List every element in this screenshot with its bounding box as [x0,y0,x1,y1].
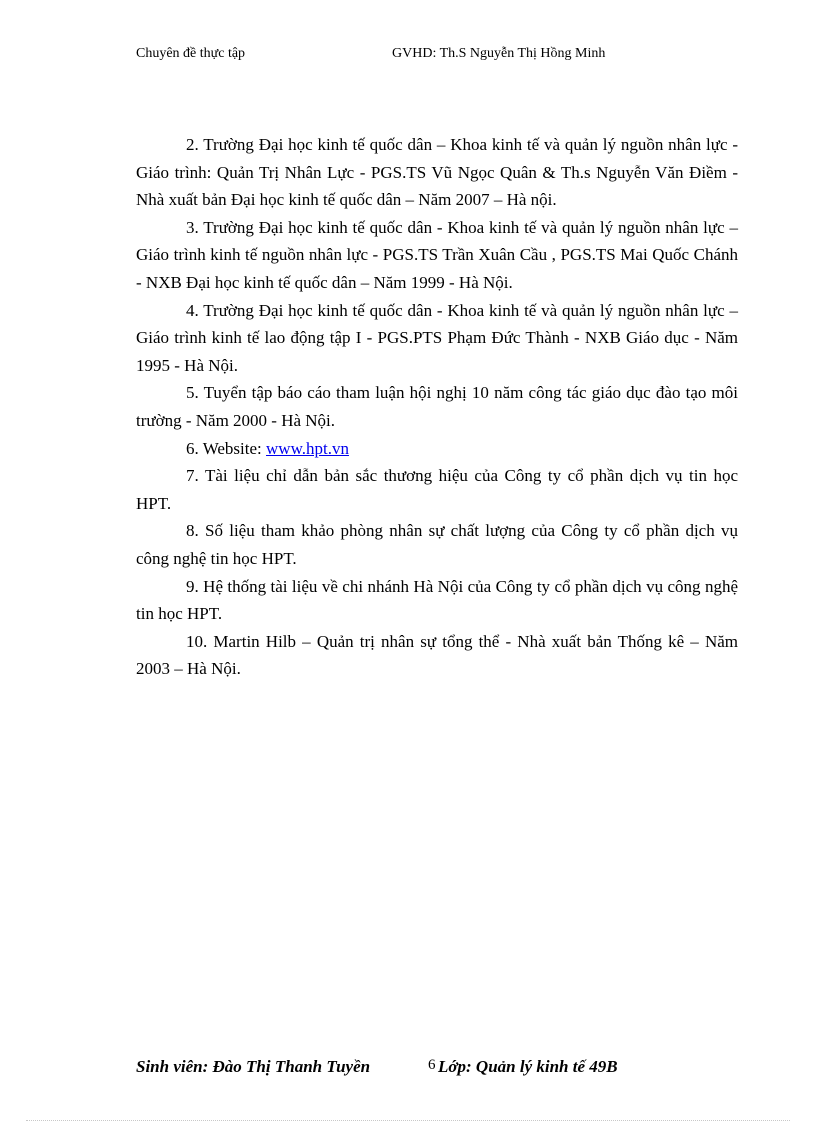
footer-student: Sinh viên: Đào Thị Thanh Tuyền [136,1057,371,1076]
header-topic: Chuyên đề thực tập [136,46,246,61]
reference-item: 3. Trường Đại học kinh tế quốc dân - Khoa kinh tế và quản lý nguồn nhân lực – Giáo trình kinh tế nguồn nhân lực - PGS.TS Trần Xuân Cầu , PGS.TS Mai Quốc Chánh - NXB Đại học kinh tế quốc dân – Năm 1999 - Hà Nội. [136,217,738,292]
footer-class: Lớp: Quản lý kinh tế 49B [438,1057,618,1076]
page-header [136,46,696,66]
reference-item-website [136,435,738,463]
reference-list [136,131,738,683]
reference-item: 4. Trường Đại học kinh tế quốc dân - Khoa kinh tế và quản lý nguồn nhân lực – Giáo trình kinh tế lao động tập I - PGS.PTS Phạm Đức Thành - NXB Giáo dục - Năm 1995 - Hà Nội. [136,300,738,375]
website-link[interactable]: www.hpt.vn [266,438,349,458]
website-label: 6. Website: [186,438,267,458]
reference-item: 5. Tuyển tập báo cáo tham luận hội nghị 10 năm công tác giáo dục đào tạo môi trường - Năm 2000 - Hà Nội. [136,383,738,430]
reference-item: 8. Số liệu tham khảo phòng nhân sự chất lượng của Công ty cổ phần dịch vụ công nghệ tin học HPT. [136,521,738,568]
reference-item: 10. Martin Hilb – Quản trị nhân sự tổng thể - Nhà xuất bản Thống kê – Năm 2003 – Hà Nội. [136,631,738,679]
reference-item: 7. Tài liệu chỉ dẫn bản sắc thương hiệu của Công ty cổ phần dịch vụ tin học HPT. [136,466,738,513]
page-number: 6 [428,1057,436,1073]
page-footer [136,1057,736,1081]
header-advisor: GVHD: Th.S Nguyễn Thị Hồng Minh [392,46,606,61]
page-bottom-divider [26,1120,790,1121]
reference-item: 9. Hệ thống tài liệu về chi nhánh Hà Nội của Công ty cổ phần dịch vụ công nghệ tin học HPT. [136,576,738,624]
reference-item: 2. Trường Đại học kinh tế quốc dân – Khoa kinh tế và quản lý nguồn nhân lực - Giáo trình: Quản Trị Nhân Lực - PGS.TS Vũ Ngọc Quân & Th.s Nguyễn Văn Điềm - Nhà xuất bản Đại học kinh tế quốc dân – Năm 2007 – Hà nội. [136,135,738,210]
